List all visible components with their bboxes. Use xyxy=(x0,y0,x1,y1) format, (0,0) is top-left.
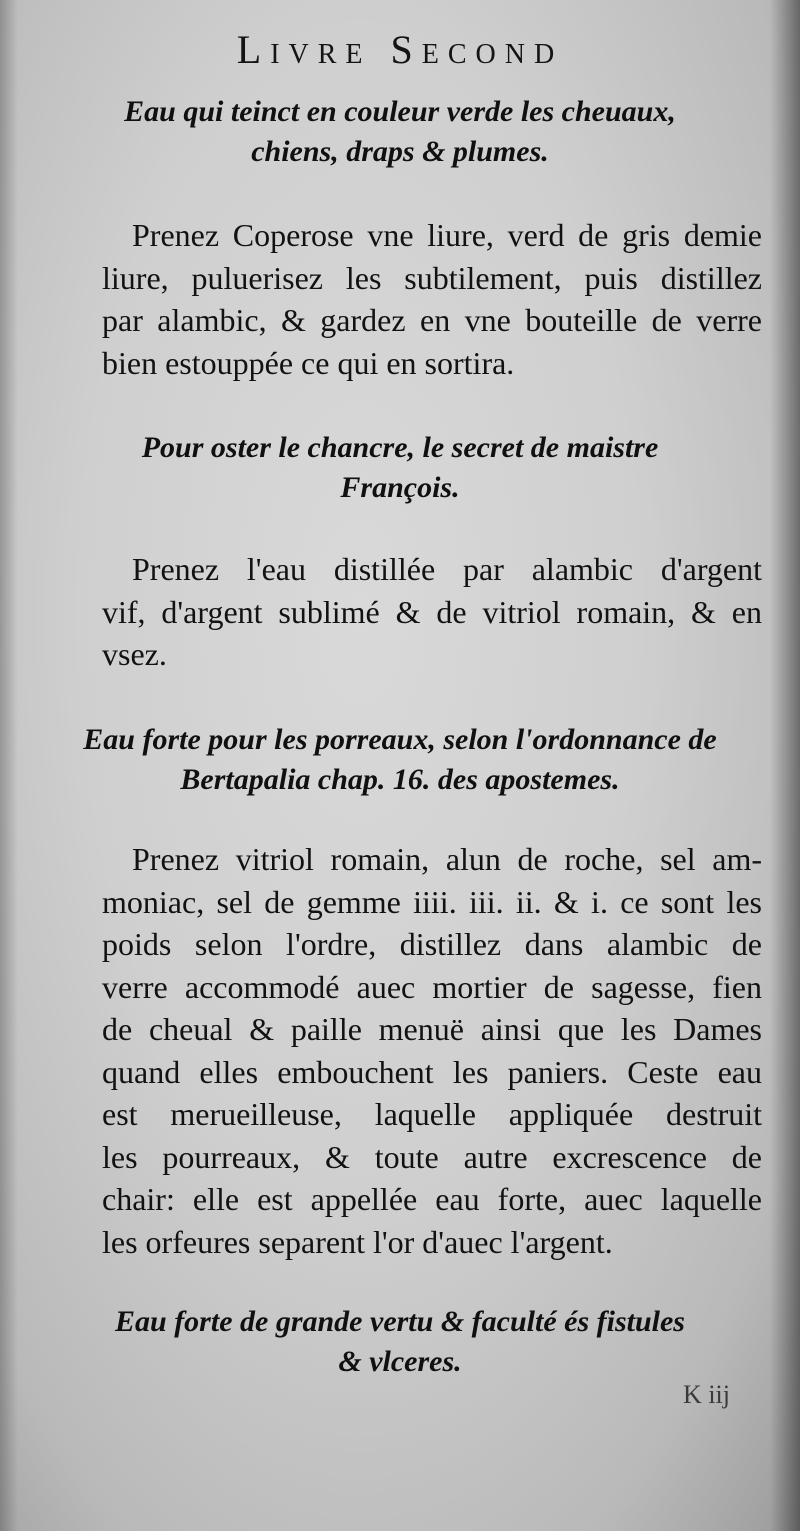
text-line: Prenez Coperose vne liure, verd de gris demie xyxy=(132,217,762,253)
section-body-2 xyxy=(102,548,762,676)
section-heading-2 xyxy=(0,428,800,508)
heading-line: Pour oster le chancre, le secret de maistre xyxy=(141,431,659,464)
heading-line: Eau forte de grande vertu & faculté és fistules xyxy=(115,1305,685,1338)
text-line: de cheual & paille menuë ainsi que les Dames xyxy=(102,1011,762,1047)
text-line: poids selon l'ordre, distillez dans alambic de xyxy=(102,926,762,962)
heading-line: & vlceres. xyxy=(338,1345,462,1378)
text-line: bien estouppée ce qui en sortira. xyxy=(102,344,515,381)
section-body-3 xyxy=(102,838,762,1263)
text-line: par alambic, & gardez en vne bouteille de verre xyxy=(102,302,762,338)
text-line: quand elles embouchent les paniers. Ceste eau xyxy=(102,1053,762,1090)
section-body-1 xyxy=(102,214,762,384)
heading-line: Bertapalia chap. 16. des apostemes. xyxy=(180,763,620,796)
text-line: chair: elle est appellée eau forte, auec laquelle xyxy=(102,1181,762,1217)
text-line: verre accommodé auec mortier de sagesse, fien xyxy=(102,968,762,1005)
text-line: est merueilleuse, laquelle appliquée destruit xyxy=(102,1096,762,1132)
section-heading-3 xyxy=(0,720,800,800)
heading-line: François. xyxy=(340,471,460,504)
heading-line: Eau qui teinct en couleur verde les cheuaux, xyxy=(124,95,676,128)
text-line: les pourreaux, & toute autre excrescence de xyxy=(102,1138,762,1175)
text-line: Prenez l'eau distillée par alambic d'argent xyxy=(132,551,762,587)
text-line: moniac, sel de gemme iiii. iii. ii. & i. ce sont les xyxy=(102,883,762,920)
section-heading-1 xyxy=(0,92,800,172)
text-line: liure, puluerisez les subtilement, puis distillez xyxy=(102,259,762,296)
heading-line: chiens, draps & plumes. xyxy=(251,135,549,168)
text-line: vif, d'argent sublimé & de vitriol romain, & en xyxy=(102,593,762,630)
page-footer xyxy=(0,1370,800,1430)
heading-line: Eau forte pour les porreaux, selon l'ordonnance de xyxy=(83,723,717,756)
text-line: les orfeures separent l'or d'auec l'argent. xyxy=(102,1223,613,1260)
signature-mark: K iij xyxy=(683,1380,730,1409)
text-line: vsez. xyxy=(102,636,167,672)
running-title: Livre Second xyxy=(236,27,564,72)
text-line: Prenez vitriol romain, alun de roche, sel am- xyxy=(132,841,762,877)
